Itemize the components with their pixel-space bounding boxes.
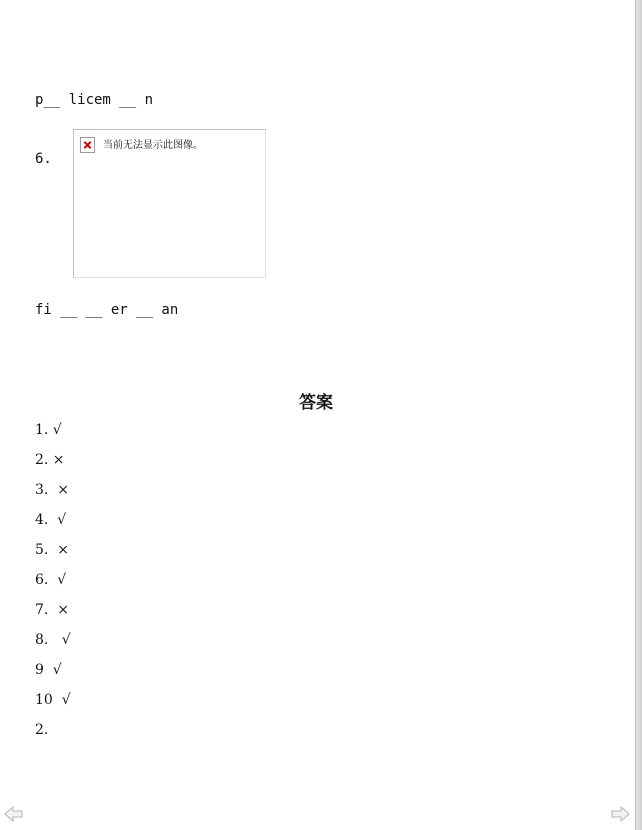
window-right-edge <box>635 0 642 830</box>
broken-image-icon <box>80 137 95 153</box>
answer-item-6: 6. √ <box>35 572 67 588</box>
prev-page-button[interactable] <box>4 805 24 823</box>
question-2-start: 2. <box>35 722 49 738</box>
fill-blank-line-2: fi __ __ er __ an <box>35 302 179 318</box>
answer-item-2: 2. × <box>35 452 65 468</box>
fill-blank-line-1: p__ licem __ n <box>35 92 154 108</box>
answer-item-9: 9 √ <box>35 662 62 678</box>
answer-item-1: 1. √ <box>35 422 62 438</box>
answer-item-10: 10 √ <box>35 692 71 708</box>
answer-item-5: 5. × <box>35 542 69 558</box>
answer-item-7: 7. × <box>35 602 69 618</box>
broken-image-message: 当前无法显示此图像。 <box>103 140 203 151</box>
broken-image-placeholder <box>73 129 266 278</box>
answers-heading: 答案 <box>299 393 333 413</box>
arrow-right-icon <box>610 805 630 823</box>
arrow-left-icon <box>4 805 24 823</box>
answer-item-3: 3. × <box>35 482 69 498</box>
question-number-6: 6. <box>35 151 52 167</box>
answer-item-8: 8. √ <box>35 632 71 648</box>
next-page-button[interactable] <box>610 805 630 823</box>
answer-item-4: 4. √ <box>35 512 67 528</box>
